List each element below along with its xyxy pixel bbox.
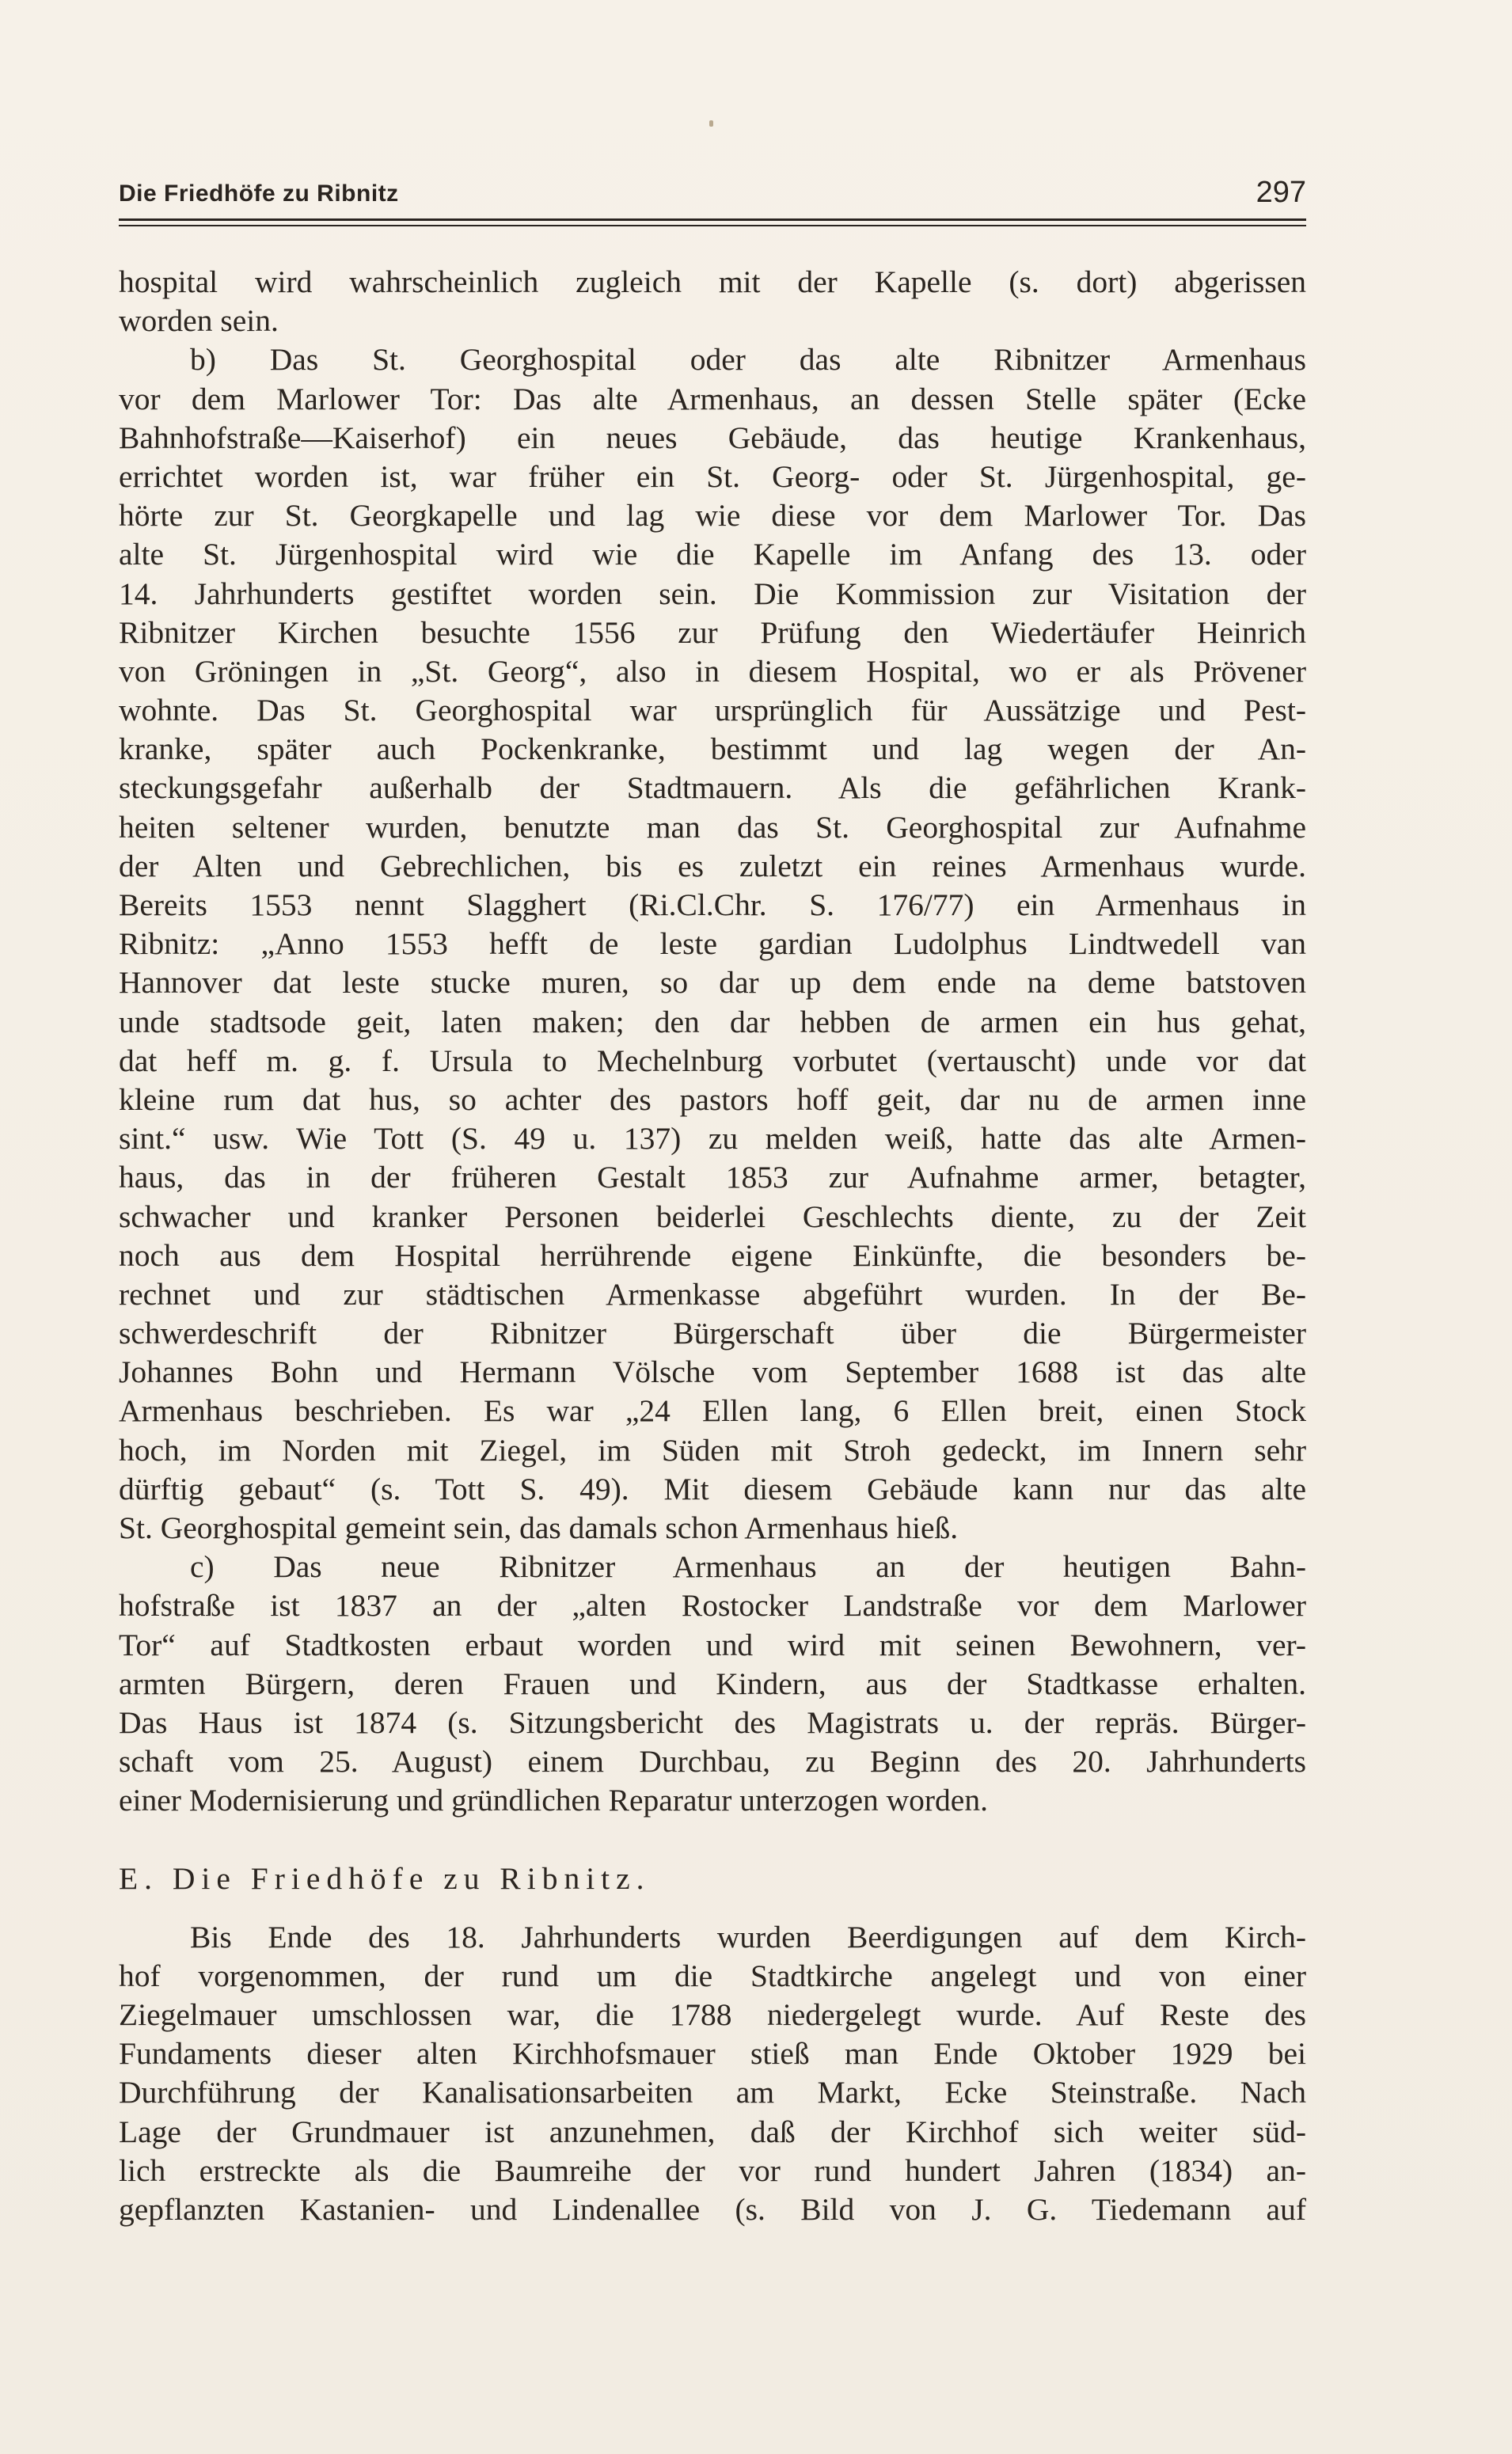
text-line: steckungsgefahr außerhalb der Stadtmauern. Als die gefährlichen Krank- [119, 770, 1306, 806]
heading-gap [119, 1898, 1306, 1918]
text-line: worden sein. [119, 303, 279, 339]
header-rule [119, 218, 1306, 221]
text-line: Bahnhofstraße—Kaiserhof) ein neues Gebäude, das heutige Krankenhaus, [119, 420, 1306, 455]
text-line: hörte zur St. Georgkapelle und lag wie diese vor dem Marlower Tor. Das [119, 498, 1306, 534]
text-line: b) Das St. Georghospital oder das alte Ribnitzer Armenhaus [190, 342, 1306, 378]
text-line: Bereits 1553 nennt Slagghert (Ri.Cl.Chr. S. 176/77) ein Armenhaus in [119, 887, 1306, 922]
text-line: sint.“ usw. Wie Tott (S. 49 u. 137) zu melden weiß, hatte das alte Armen- [119, 1121, 1306, 1157]
text-line: c) Das neue Ribnitzer Armenhaus an der heutigen Bahn- [190, 1549, 1306, 1585]
text-line: Bis Ende des 18. Jahrhunderts wurden Beerdigungen auf dem Kirch- [190, 1919, 1306, 1954]
text-line: Ribnitzer Kirchen besuchte 1556 zur Prüfung den Wiedertäufer Heinrich [119, 614, 1306, 650]
paragraph [119, 263, 1306, 340]
text-line: Hannover dat leste stucke muren, so dar up dem ende na deme batstoven [119, 965, 1306, 1001]
text-line: kranke, später auch Pockenkranke, bestimmt und lag wegen der An- [119, 731, 1306, 767]
text-line: unde stadtsode geit, laten maken; den dar hebben de armen ein hus gehat, [119, 1004, 1306, 1039]
text-line: dat heff m. g. f. Ursula to Mechelnburg vorbutet (vertauscht) unde vor dat [119, 1043, 1306, 1078]
text-line: vor dem Marlower Tor: Das alte Armenhaus, an dessen Stelle später (Ecke [119, 381, 1306, 416]
text-line: Ribnitz: „Anno 1553 hefft de leste gardian Ludolphus Lindtwedell van [119, 926, 1306, 962]
text-line: lich erstreckte als die Baumreihe der vor rund hundert Jahren (1834) an- [119, 2152, 1306, 2188]
text-line: hofstraße ist 1837 an der „alten Rostocker Landstraße vor dem Marlower [119, 1588, 1306, 1624]
text-line: alte St. Jürgenhospital wird wie die Kapelle im Anfang des 13. oder [119, 537, 1306, 572]
text-line: wohnte. Das St. Georghospital war ursprünglich für Aussätzige und Pest- [119, 693, 1306, 728]
text-line: Armenhaus beschrieben. Es war „24 Ellen lang, 6 Ellen breit, einen Stock [119, 1393, 1306, 1429]
text-line: schwacher und kranker Personen beiderlei Geschlechts diente, zu der Zeit [119, 1199, 1306, 1234]
text-line: hoch, im Norden mit Ziegel, im Süden mit Stroh gedeckt, im Innern sehr [119, 1432, 1306, 1468]
header-rule-secondary [119, 225, 1306, 226]
text-line: Das Haus ist 1874 (s. Sitzungsbericht des Magistrats u. der repräs. Bürger- [119, 1704, 1306, 1740]
text-line: schaft vom 25. August) einem Durchbau, zu Beginn des 20. Jahrhunderts [119, 1744, 1306, 1780]
text-line: haus, das in der früheren Gestalt 1853 zur Aufnahme armer, betagter, [119, 1160, 1306, 1195]
page-header [119, 168, 1306, 215]
text-line: einer Modernisierung und gründlichen Reparatur unterzogen worden. [119, 1783, 988, 1818]
page-number: 297 [1256, 176, 1306, 209]
text-line: Fundaments dieser alten Kirchhofsmauer stieß man Ende Oktober 1929 bei [119, 2036, 1306, 2072]
text-line: von Gröningen in „St. Georg“, also in diesem Hospital, wo er als Prövener [119, 653, 1306, 689]
text-line: schwerdeschrift der Ribnitzer Bürgerschaft über die Bürgermeister [119, 1316, 1306, 1351]
text-line: kleine rum dat hus, so achter des pastors hoff geit, dar nu de armen inne [119, 1081, 1306, 1117]
ink-speck [709, 120, 713, 127]
text-line: errichtet worden ist, war früher ein St. Georg- oder St. Jürgenhospital, ge- [119, 458, 1306, 494]
paragraph [119, 1548, 1306, 1820]
paragraph [119, 340, 1306, 1548]
text-line: hospital wird wahrscheinlich zugleich mit der Kapelle (s. dort) abgerissen [119, 264, 1306, 299]
text-line: Lage der Grundmauer ist anzunehmen, daß der Kirchhof sich weiter süd- [119, 2114, 1306, 2149]
text-line: Johannes Bohn und Hermann Völsche vom September 1688 ist das alte [119, 1354, 1306, 1390]
text-line: heiten seltener wurden, benutzte man das St. Georghospital zur Aufnahme [119, 809, 1306, 845]
section-heading: E. Die Friedhöfe zu Ribnitz. [119, 1860, 651, 1896]
text-line: noch aus dem Hospital herrührende eigene Einkünfte, die besonders be- [119, 1237, 1306, 1273]
section-gap [119, 1821, 1306, 1859]
running-head: Die Friedhöfe zu Ribnitz [119, 180, 399, 207]
text-line: Durchführung der Kanalisationsarbeiten am Markt, Ecke Steinstraße. Nach [119, 2075, 1306, 2110]
text-line: gepflanzten Kastanien- und Lindenallee (s. Bild von J. G. Tiedemann auf [119, 2192, 1306, 2227]
text-line: Tor“ auf Stadtkosten erbaut worden und wird mit seinen Bewohnern, ver- [119, 1627, 1306, 1662]
text-line: hof vorgenommen, der rund um die Stadtkirche angelegt und von einer [119, 1958, 1306, 1993]
text-line: der Alten und Gebrechlichen, bis es zuletzt ein reines Armenhaus wurde. [119, 848, 1306, 883]
text-line: rechnet und zur städtischen Armenkasse abgeführt wurden. In der Be- [119, 1276, 1306, 1312]
text-line: 14. Jahrhunderts gestiftet worden sein. Die Kommission zur Visitation der [119, 576, 1306, 611]
section-heading-block [119, 1859, 1306, 1898]
text-line: armten Bürgern, deren Frauen und Kindern, aus der Stadtkasse erhalten. [119, 1666, 1306, 1701]
text-line: Ziegelmauer umschlossen war, die 1788 niedergelegt wurde. Auf Reste des [119, 1997, 1306, 2033]
text-line: St. Georghospital gemeint sein, das damals schon Armenhaus hieß. [119, 1510, 959, 1545]
paragraph [119, 1918, 1306, 2230]
body-text [119, 263, 1306, 2229]
text-line: dürftig gebaut“ (s. Tott S. 49). Mit diesem Gebäude kann nur das alte [119, 1471, 1306, 1506]
